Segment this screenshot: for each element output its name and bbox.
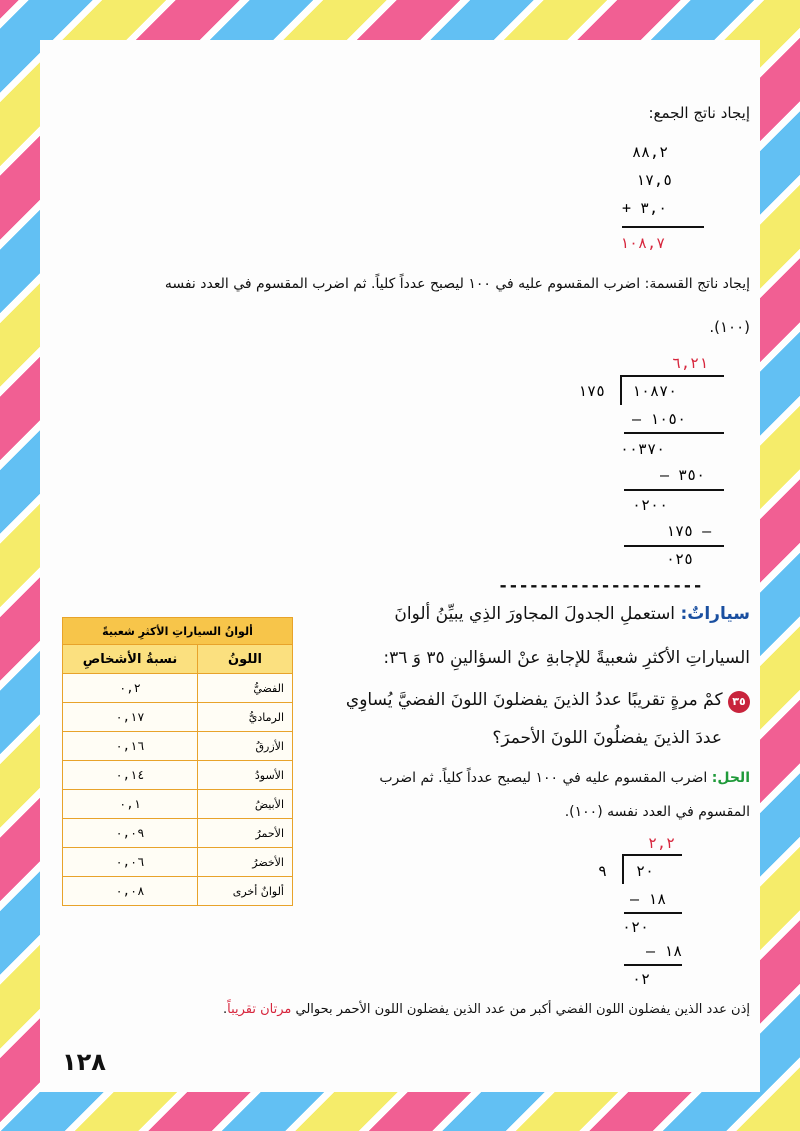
sum-label: إيجاد ناتج الجمع: <box>648 104 750 122</box>
conclusion-line <box>223 1002 750 1017</box>
division-step-3: – ٣٥٠ <box>660 466 706 484</box>
table-header-ratio: نسبةُ الأشخاصِ <box>63 645 198 674</box>
solution-dividend: ٢٠ <box>636 862 655 880</box>
table-row <box>63 732 293 761</box>
table-cell-color: الفضيُّ <box>198 674 293 703</box>
division-step-5: ١٧٥ – <box>666 522 712 540</box>
table-cell-color: الأخضرُ <box>198 848 293 877</box>
conclusion-text: إذن عدد الذين يفضلون اللون الفضي أكبر من عدد الذين يفضلون اللون الأحمر بحوالي <box>295 1002 750 1017</box>
division-rule-1 <box>624 432 724 434</box>
division-step-4: ٠٢٠٠ <box>632 496 669 514</box>
solution-label: الحل: <box>711 770 750 786</box>
sum-rule <box>622 226 704 228</box>
table-cell-value: ٠,١ <box>63 790 198 819</box>
division-step-6: ٠٢٥ <box>666 550 694 568</box>
table-cell-value: ٠,١٧ <box>63 703 198 732</box>
page-number: ١٢٨ <box>62 1048 106 1076</box>
solution-quotient: ٢,٢ <box>648 834 676 852</box>
question-35-text-1: كمْ مرةٍ تقريبًا عددُ الذينَ يفضلونَ اللونَ الفضيَّ يُساوِي <box>345 690 723 710</box>
division-rule-2 <box>624 489 724 491</box>
division-rule-3 <box>624 545 724 547</box>
division-step-1: – ١٠٥٠ <box>632 410 687 428</box>
question-intro-line-2: السياراتِ الأكثرِ شعبيةً للإجابةِ عنْ السؤالينِ ٣٥ وَ ٣٦: <box>383 648 750 668</box>
table-cell-color: الرماديُّ <box>198 703 293 732</box>
table-cell-value: ٠,١٦ <box>63 732 198 761</box>
sum-line-3: + ٣,٠ <box>622 199 668 217</box>
division-bar <box>620 375 724 377</box>
solution-division-bar <box>622 854 682 856</box>
solution-line-1 <box>379 770 750 786</box>
question-title: سياراتٌ: <box>680 604 750 624</box>
solution-division-bracket <box>622 854 624 884</box>
sum-line-1: ٨٨,٢ <box>632 143 669 161</box>
table-title: ألوانُ السياراتِ الأكثرِ شعبيةً <box>63 618 293 645</box>
page-sheet <box>40 40 760 1092</box>
division-bracket <box>620 375 622 405</box>
table-cell-value: ٠,٠٩ <box>63 819 198 848</box>
conclusion-end: . <box>222 1002 228 1017</box>
division-divisor: ١٧٥ <box>578 382 606 400</box>
division-dividend: ١٠٨٧٠ <box>632 382 678 400</box>
car-colors-table-wrap <box>62 617 293 906</box>
table-row <box>63 761 293 790</box>
sum-result: ١٠٨,٧ <box>620 234 666 252</box>
solution-step-4: ٠٢ <box>632 970 651 988</box>
solution-rule-1 <box>624 912 682 914</box>
table-cell-color: الأبيضُ <box>198 790 293 819</box>
table-cell-value: ٠,١٤ <box>63 761 198 790</box>
table-cell-color: الأحمرُ <box>198 819 293 848</box>
question-intro-text-1: استعملِ الجدولَ المجاورَ الذِي يبيِّنُ ألوانَ <box>394 604 676 624</box>
division-quotient: ٦,٢١ <box>672 354 709 372</box>
solution-text-1: اضرب المقسوم عليه في ١٠٠ ليصبح عدداً كلياً. ثم اضرب <box>379 770 708 786</box>
table-cell-color: الأسودُ <box>198 761 293 790</box>
division-step-2: ٠٠٣٧٠ <box>620 440 666 458</box>
table-cell-color: الأزرقُ <box>198 732 293 761</box>
division-text-line-1: إيجاد ناتج القسمة: اضرب المقسوم عليه في ١٠٠ ليصبح عدداً كلياً. ثم اضرب المقسوم في العدد نفسه <box>164 276 750 292</box>
question-35-line-2: عددَ الذينَ يفضلُونَ اللونَ الأحمرَ؟ <box>492 728 722 748</box>
table-cell-color: ألوانٌ أخرى <box>198 877 293 906</box>
table-row <box>63 819 293 848</box>
division-text-line-2: (١٠٠). <box>709 318 750 336</box>
solution-divisor: ٩ <box>598 862 608 880</box>
section-separator: -------------------- <box>498 576 703 596</box>
solution-rule-2 <box>624 964 682 966</box>
table-header-color: اللونُ <box>198 645 293 674</box>
solution-step-1: – ١٨ <box>630 890 667 908</box>
sum-line-2: ١٧,٥ <box>636 171 673 189</box>
solution-step-2: ٠٢٠ <box>622 918 650 936</box>
table-row <box>63 848 293 877</box>
table-cell-value: ٠,٠٨ <box>63 877 198 906</box>
question-intro-line-1 <box>394 604 750 624</box>
solution-line-2: المقسوم في العدد نفسه (١٠٠). <box>564 804 750 820</box>
car-colors-table <box>62 617 293 906</box>
question-35-line-1 <box>346 690 750 713</box>
conclusion-highlight: مرتان تقريباً <box>227 1002 292 1017</box>
table-row <box>63 674 293 703</box>
table-row <box>63 703 293 732</box>
table-cell-value: ٠,٢ <box>63 674 198 703</box>
table-row <box>63 790 293 819</box>
table-row <box>63 877 293 906</box>
solution-step-3: – ١٨ <box>646 942 683 960</box>
question-number-badge: ٣٥ <box>728 691 750 713</box>
table-cell-value: ٠,٠٦ <box>63 848 198 877</box>
